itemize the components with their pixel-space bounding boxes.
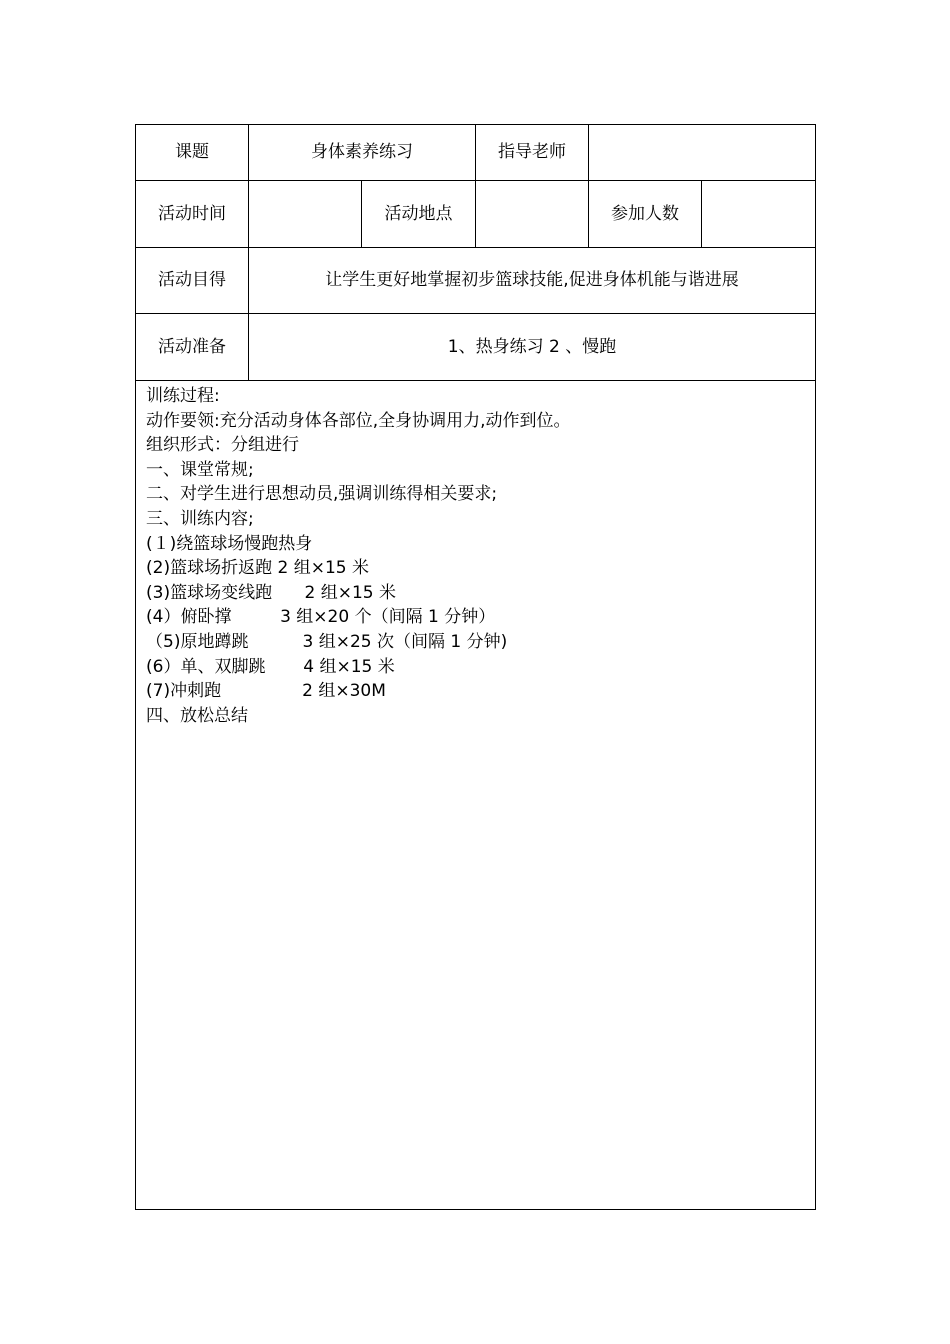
goal-row xyxy=(136,248,816,314)
teacher-value xyxy=(589,125,816,181)
process-line: 动作要领:充分活动身体各部位,全身协调用力,动作到位。 xyxy=(146,410,571,431)
topic-row xyxy=(136,125,816,181)
place-label: 活动地点 xyxy=(362,181,476,248)
process-row xyxy=(136,381,816,1210)
place-value xyxy=(476,181,589,248)
process-line: 二、对学生进行思想动员,强调训练得相关要求; xyxy=(146,484,498,505)
process-line: 三、训练内容; xyxy=(146,508,254,529)
activity-info-row xyxy=(136,181,816,248)
prep-value: 1、热身练习 2 、慢跑 xyxy=(249,314,816,381)
count-label: 参加人数 xyxy=(589,181,702,248)
process-line: 四、放松总结 xyxy=(146,705,248,726)
process-line: (7)冲刺跑 2 组×30M xyxy=(146,681,386,702)
process-line: (１)绕篮球场慢跑热身 xyxy=(146,533,313,554)
process-line: （5)原地蹲跳 3 组×25 次（间隔 1 分钟) xyxy=(146,631,508,652)
process-line: 组织形式：分组进行 xyxy=(146,435,299,456)
time-label: 活动时间 xyxy=(136,181,249,248)
lesson-plan-table xyxy=(135,124,816,1210)
topic-label: 课题 xyxy=(136,125,249,181)
prep-label: 活动准备 xyxy=(136,314,249,381)
process-line: (4）俯卧撑 3 组×20 个（间隔 1 分钟） xyxy=(146,607,496,628)
process-line: 训练过程: xyxy=(146,386,220,406)
process-line: (2)篮球场折返跑 2 组×15 米 xyxy=(146,558,369,579)
goal-label: 活动目得 xyxy=(136,248,249,314)
goal-value: 让学生更好地掌握初步篮球技能,促进身体机能与谐进展 xyxy=(249,248,816,314)
training-process-cell xyxy=(136,381,816,1210)
topic-value: 身体素养练习 xyxy=(249,125,476,181)
process-line: (3)篮球场变线跑 2 组×15 米 xyxy=(146,582,397,603)
count-value xyxy=(702,181,816,248)
process-line: 一、课堂常规; xyxy=(146,459,254,480)
time-value xyxy=(249,181,362,248)
prep-row xyxy=(136,314,816,381)
process-line: (6）单、双脚跳 4 组×15 米 xyxy=(146,656,395,677)
teacher-label: 指导老师 xyxy=(476,125,589,181)
